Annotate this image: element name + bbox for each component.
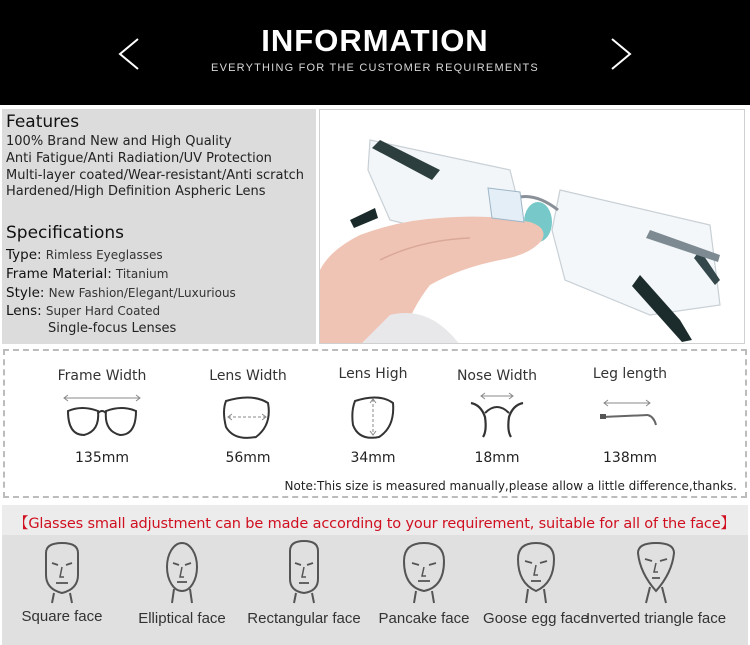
- product-info-panel: [2, 109, 316, 344]
- measure-value: 18mm: [474, 450, 520, 466]
- pancake-face-icon: [400, 539, 448, 605]
- spec-lens-label: Lens:: [6, 303, 42, 319]
- rectangular-face-icon: [280, 539, 328, 605]
- spec-type: [6, 247, 163, 264]
- page-title: INFORMATION: [261, 23, 489, 58]
- feature-item: Hardened/High Definition Aspheric Lens: [6, 184, 266, 199]
- lens-width-icon: [208, 391, 288, 441]
- face-label: Goose egg face: [483, 610, 589, 627]
- measure-label: Lens High: [338, 366, 408, 382]
- frame-width-icon: [62, 391, 142, 441]
- spec-lens-value: Super Hard Coated: [45, 304, 161, 318]
- spec-style-value: New Fashion/Elegant/Luxurious: [48, 286, 236, 300]
- feature-item: 100% Brand New and High Quality: [6, 134, 232, 149]
- feature-item: Anti Fatigue/Anti Radiation/UV Protection: [6, 151, 272, 166]
- face-label: Square face: [21, 608, 103, 625]
- chevron-right-icon[interactable]: [606, 36, 636, 72]
- spec-material-value: Titanium: [115, 267, 169, 281]
- measure-value: 34mm: [350, 450, 396, 466]
- measure-label: Lens Width: [209, 368, 287, 384]
- face-label: Pancake face: [378, 610, 470, 627]
- specifications-heading: Specifications: [6, 223, 125, 243]
- measure-value: 138mm: [603, 450, 657, 466]
- page-subtitle: EVERYTHING FOR THE CUSTOMER REQUIREMENTS: [211, 62, 539, 74]
- header-banner: [0, 0, 750, 105]
- spec-lens-value-2: Single-focus Lenses: [48, 321, 177, 336]
- face-label: Elliptical face: [138, 610, 226, 627]
- square-face-icon: [38, 539, 86, 605]
- spec-type-value: Rimless Eyeglasses: [45, 248, 163, 262]
- measure-value: 56mm: [225, 450, 271, 466]
- feature-item: Multi-layer coated/Wear-resistant/Anti scratch: [6, 168, 304, 183]
- goose-egg-face-icon: [512, 539, 560, 605]
- spec-style: [6, 285, 236, 302]
- inverted-triangle-face-icon: [632, 539, 680, 605]
- spec-material: [6, 266, 168, 283]
- spec-material-label: Frame Material:: [6, 266, 112, 282]
- measure-label: Frame Width: [57, 368, 147, 384]
- measure-label: Leg length: [592, 366, 668, 382]
- face-label: Rectangular face: [247, 610, 361, 627]
- adjustment-tip: 【Glasses small adjustment can be made according to your requirement, suitable for all of the face】: [14, 516, 735, 532]
- measure-label: Nose Width: [456, 368, 538, 384]
- spec-type-label: Type:: [6, 247, 42, 263]
- leg-length-icon: [590, 391, 670, 441]
- spec-lens: [6, 303, 160, 320]
- face-label: Inverted triangle face: [586, 610, 727, 627]
- measurement-note: Note:This size is measured manually,please allow a little difference,thanks.: [284, 479, 737, 493]
- face-shapes-panel: [2, 505, 748, 645]
- nose-width-icon: [457, 391, 537, 441]
- spec-style-label: Style:: [6, 285, 45, 301]
- product-photo: [319, 109, 745, 344]
- measurement-panel: [3, 349, 747, 498]
- elliptical-face-icon: [158, 539, 206, 605]
- lens-height-icon: [333, 391, 413, 441]
- features-heading: Features: [6, 112, 80, 132]
- measure-value: 135mm: [75, 450, 129, 466]
